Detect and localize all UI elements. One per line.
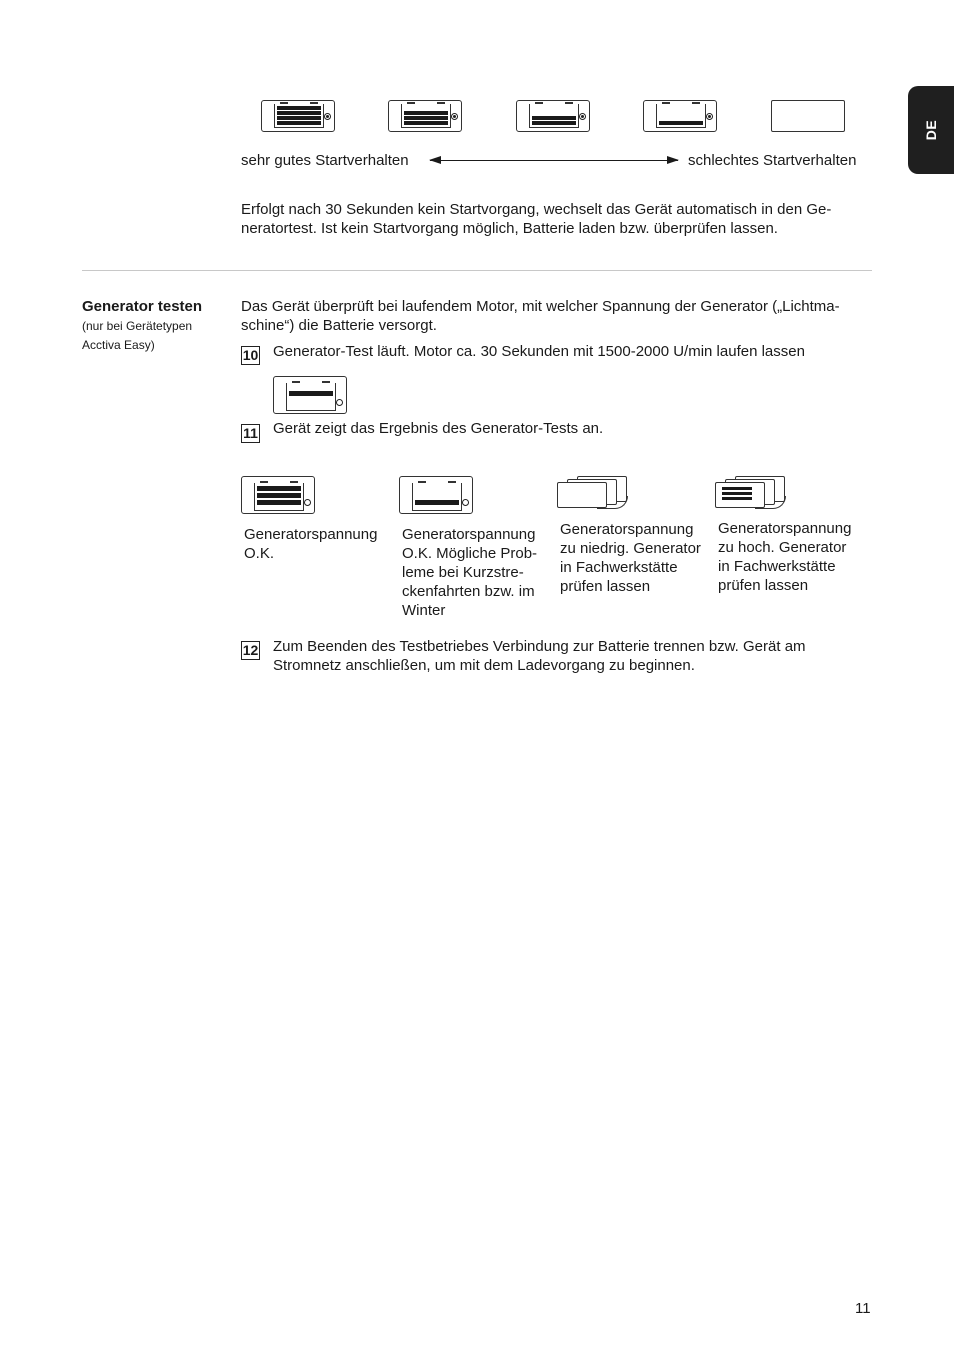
scale-left-label: sehr gutes Startverhalten [241,152,409,169]
step-number: 10 [242,347,259,363]
step-10-text: Generator-Test läuft. Motor ca. 30 Sekunden mit 1500-2000 U/min laufen lassen [273,343,805,360]
section-subtitle-line-2: Acctiva Easy) [82,338,155,352]
result-2-caption: Generatorspannung O.K. Mögliche Prob- leme bei Kurzstre- ckenfahrten bzw. im Winter [402,526,538,619]
step-12-line-1: Zum Beenden des Testbetriebes Verbindung zur Batterie trennen bzw. Gerät am [273,638,806,655]
language-tab[interactable] [908,86,954,174]
blinking-display-icon [557,474,633,510]
section-title: Generator testen [82,298,203,315]
battery-display-icon [273,376,347,414]
section-divider [82,270,872,271]
generator-icon [336,399,343,406]
double-arrow-icon [430,160,678,161]
result-1-caption: Generatorspannung O.K. [244,526,378,562]
section-subtitle-line-1: (nur bei Gerätetypen [82,319,193,333]
result-4-caption: Generatorspannung zu hoch. Generator in Fachwerkstätte prüfen lassen [718,520,852,594]
result-3-caption: Generatorspannung zu niedrig. Generator in Fachwerkstätte prüfen lassen [560,521,701,595]
step-number: 12 [242,642,259,658]
battery-display-icon [388,100,462,132]
intro-line-2: neratortest. Ist kein Startvorgang möglich, Batterie laden bzw. überprüfen lassen. [241,220,778,237]
battery-display-empty-icon [771,100,845,132]
intro-line-1: Erfolgt nach 30 Sekunden kein Startvorgang, wechselt das Gerät automatisch in den Ge- [241,201,832,218]
language-tab-label: DE [923,119,939,141]
description-line-2: schine“) die Batterie versorgt. [241,317,437,334]
battery-display-icon [261,100,335,132]
generator-icon [304,499,311,506]
blinking-display-icon [715,474,791,510]
battery-display-icon [516,100,590,132]
battery-display-icon [643,100,717,132]
battery-display-icon [399,476,473,514]
step-11-text: Gerät zeigt das Ergebnis des Generator-Tests an. [273,420,604,437]
battery-display-icon [241,476,315,514]
scale-right-label: schlechtes Startverhalten [688,152,857,169]
generator-icon [451,113,458,120]
generator-icon [462,499,469,506]
generator-icon [706,113,713,120]
generator-icon [324,113,331,120]
step-12-line-2: Stromnetz anschließen, um mit dem Ladevorgang zu beginnen. [273,657,695,674]
description-line-1: Das Gerät überprüft bei laufendem Motor, mit welcher Spannung der Generator („Lichtma- [241,298,840,315]
page-number: 11 [855,1300,871,1317]
step-number: 11 [241,424,260,443]
generator-icon [579,113,586,120]
